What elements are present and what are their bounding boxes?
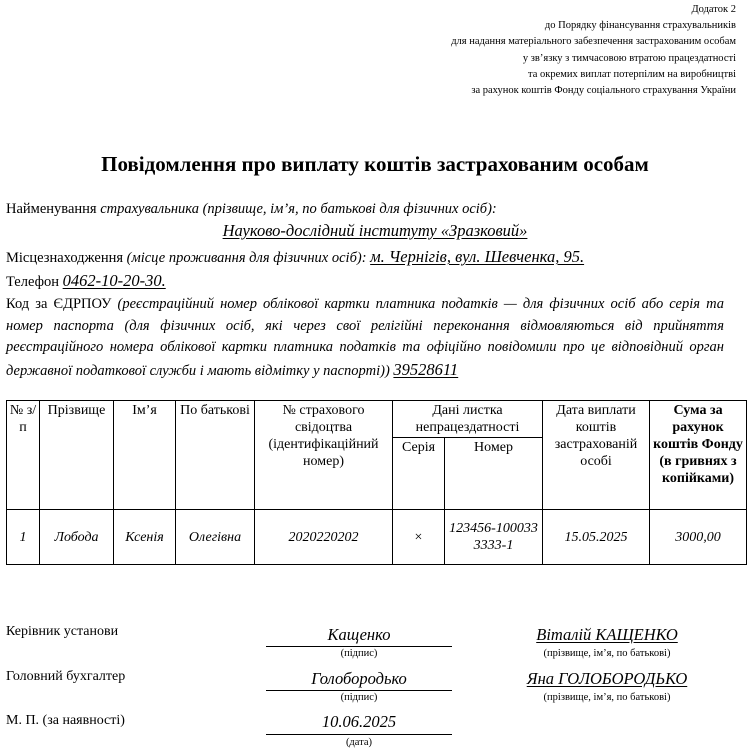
header-date: Дата виплати коштів застрахованій особі <box>543 401 650 510</box>
appendix-line: у зв’язку з тимчасовою втратою працездатності <box>522 52 736 64</box>
appendix-line: та окремих виплат потерпілим на виробництві <box>528 68 736 80</box>
header-cert: № страхового свідоцтва (ідентифікаційний номер) <box>255 401 393 510</box>
document-title: Повідомлення про виплату коштів застрахованим особам <box>101 152 649 176</box>
location-label: Місцезнаходження <box>6 250 124 266</box>
edrpou-label: Код за ЄДРПОУ <box>6 296 112 312</box>
location-line <box>6 247 584 267</box>
table-row <box>7 510 747 565</box>
insurer-note: страхувальника (прізвище, ім’я, по батькові для фізичних осіб): <box>100 201 497 217</box>
appendix-header <box>316 2 736 99</box>
appendix-line: для надання матеріального забезпечення застрахованим особам <box>451 36 736 48</box>
insurer-label: Найменування <box>6 201 97 217</box>
accountant-signature-line <box>266 690 452 691</box>
header-series: Серія <box>393 438 445 510</box>
cell-num: 1 <box>7 510 40 565</box>
accountant-name-caption: (прізвище, ім’я, по батькові) <box>543 692 671 703</box>
header-number: Номер <box>445 438 543 510</box>
stamp-label: М. П. (за наявності) <box>6 713 125 728</box>
edrpou-block <box>6 294 724 382</box>
edrpou-value: 39528611 <box>393 359 459 379</box>
cell-number: 123456-1000333333-1 <box>445 510 543 565</box>
phone-label: Телефон <box>6 274 59 290</box>
phone-line <box>6 271 166 291</box>
head-signature-line <box>266 646 452 647</box>
cell-surname: Лобода <box>40 510 114 565</box>
location-note: (місце проживання для фізичних осіб): <box>126 250 367 266</box>
insurer-line <box>6 201 497 218</box>
cell-cert: 2020220202 <box>255 510 393 565</box>
cell-name: Ксенія <box>114 510 176 565</box>
header-surname: Прізвище <box>40 401 114 510</box>
accountant-name: Яна ГОЛОБОРОДЬКО <box>526 669 688 688</box>
header-patronymic: По батькові <box>176 401 255 510</box>
head-signature-caption: (підпис) <box>340 648 378 659</box>
head-label: Керівник установи <box>6 624 119 639</box>
header-name: Ім’я <box>114 401 176 510</box>
header-sick-leave: Дані листка непрацездатності <box>393 401 543 438</box>
payments-table <box>6 400 747 565</box>
cell-date: 15.05.2025 <box>543 510 650 565</box>
header-num: № з/п <box>7 401 40 510</box>
cell-amount: 3000,00 <box>650 510 747 565</box>
head-name-caption: (прізвище, ім’я, по батькові) <box>543 648 671 659</box>
cell-patronymic: Олегівна <box>176 510 255 565</box>
accountant-signature-caption: (підпис) <box>340 692 378 703</box>
date-line <box>266 734 452 735</box>
appendix-line: за рахунок коштів Фонду соціального страхування України <box>471 85 736 97</box>
date-value: 10.06.2025 <box>321 712 397 731</box>
appendix-line: Додаток 2 <box>691 4 736 15</box>
head-name: Віталій КАЩЕНКО <box>536 625 678 644</box>
accountant-label: Головний бухгалтер <box>6 669 126 684</box>
edrpou-note: (реєстраційний номер облікової картки платника податків — для фізичних осіб або серія та номер паспорта (для фізичних осіб, які через свої релігійні переконання відмовляються від прийняття реєстраційного номера облікової картки платника податків та офіційно повідомили про це відповідний орган державної податкової служби і мають відмітку у паспорті)) <box>6 296 724 379</box>
accountant-signature: Голобородько <box>311 669 407 688</box>
appendix-line: до Порядку фінансування страхувальників <box>544 20 736 32</box>
location-value: м. Чернігів, вул. Шевченка, 95. <box>370 247 585 266</box>
date-caption: (дата) <box>345 737 373 748</box>
header-amount: Сума за рахунок коштів Фонду (в гривнях з копійками) <box>650 401 747 510</box>
head-signature: Кащенко <box>327 625 391 644</box>
cell-series: × <box>393 510 445 565</box>
insurer-value: Науково-дослідний інституту «Зразковий» <box>222 221 528 240</box>
phone-value: 0462-10-20-30. <box>62 271 166 290</box>
